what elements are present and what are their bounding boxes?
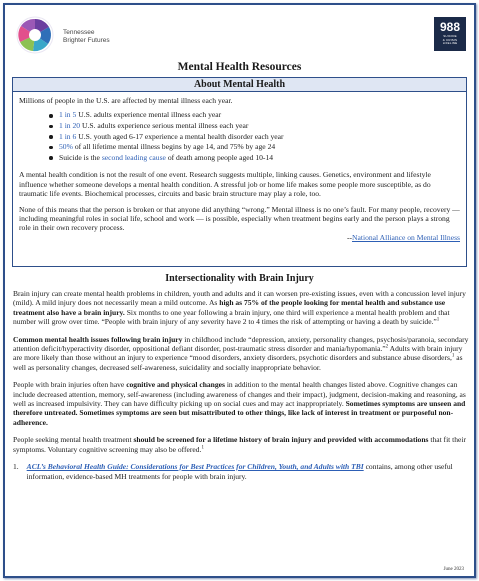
stat-text: of all lifetime mental illness begins by age 14, and 75% by age 24: [72, 142, 276, 152]
page-title: Mental Health Resources: [177, 61, 302, 73]
acl-guide-link[interactable]: ACL’s Behavioral Health Guide: Considerations for Best Practices for Children, Youth, and Adults with TBI: [26, 462, 364, 472]
text-run: Adults with brain injury are more likely than those without an injury to experience “mood disorders, anxiety disorders, psychotic disorders and substance abuse disorders,: [13, 344, 463, 363]
badge-number: 988: [439, 20, 461, 34]
footnote-ref: 1: [201, 445, 204, 451]
intersect-paragraph-4: [13, 435, 470, 454]
stat-highlight: 1 in 6: [59, 131, 77, 141]
text-run: People with brain injuries often have: [13, 380, 127, 390]
bold-run: should be screened for a lifetime history of brain injury and provided with accommodations: [133, 435, 429, 445]
stat-text: U.S. youth aged 6-17 experience a mental health disorder each year: [76, 131, 284, 141]
stat-item: [49, 142, 460, 153]
about-heading: About Mental Health: [13, 78, 466, 92]
footnote-ref: 1: [436, 317, 440, 323]
intersect-paragraph-3: [13, 380, 470, 427]
stat-text: U.S. adults experience serious mental illness each year: [80, 121, 249, 130]
badge-line2: & CRISIS: [442, 37, 458, 42]
stat-text: of death among people aged 10-14: [165, 152, 274, 162]
stat-text: U.S. adults experience mental illness each year: [76, 110, 222, 120]
org-name-line1: Tennessee: [63, 29, 95, 36]
text-run: that fit their symptoms. Voluntary cognitive screening may also be offered.: [13, 435, 466, 454]
bold-run: Common mental health issues following brain injury: [13, 334, 183, 344]
about-paragraph-2: None of this means that the person is broken or that anyone did anything “wrong.” Mental illness is no one’s fault. For many people, recovery — including meaningful roles in social life, school and work — is possible, especially when treatment begins early and the person plays a strong role in their own recovery process.: [19, 204, 460, 233]
988-lifeline-badge: [434, 17, 466, 51]
logo-mark-icon: [15, 15, 55, 55]
intersectionality-heading: Intersectionality with Brain Injury: [165, 273, 314, 284]
bold-run: high as 75% of the people looking for mental health and substance use treatment also have a brain injury.: [13, 298, 446, 317]
text-run: in childhood include “depression, anxiety, personality changes, psychosis/paranoia, secondary attention deficit/hyperactivity disorder, oppositional defiant disorder, post-traumatic stress disorder and mania/hypomania.”: [13, 334, 469, 354]
reference-number: 1.: [13, 462, 19, 472]
bold-run: cognitive and physical changes: [126, 380, 225, 390]
badge-line1: SUICIDE: [443, 34, 457, 38]
footer-date: June 2023: [443, 567, 464, 572]
stat-item: [49, 153, 460, 164]
text-run: Brain injury can create mental health problems in children, youth and adults and it can worsen pre-existing issues, even with a concussion level injury (mild). A mild injury does not necessarily mean a mild outcome. As: [13, 289, 466, 308]
intersect-paragraph-1: [13, 289, 470, 327]
stat-highlight: second leading cause: [101, 152, 166, 162]
tennessee-brighter-futures-logo: [15, 15, 165, 55]
org-name: [63, 29, 110, 45]
reference-body: [27, 462, 470, 481]
stat-item: [49, 132, 460, 143]
stat-item: [49, 121, 460, 132]
about-mental-health-box: [12, 77, 467, 267]
text-run: Six months to one year following a brain injury, one third will experience a mental health problem and that number will grow over time. “People with brain injury of any severity have 2 to 4 times the risk of attempting or having a death by suicide.”: [13, 307, 450, 327]
text-run: in addition to the mental health changes listed above. Cognitive changes can include decreased attention, memory, self-awareness (including awareness of changes and their impact), judgment, decision-making and reasoning, as well as increased impulsivity. They can have difficulty picking up on social cues and may act inappropriately.: [13, 380, 466, 409]
about-citation: [19, 233, 460, 242]
bold-run: Sometimes symptoms are unseen and therefore untreated. Sometimes symptoms are seen but misattributed to other things, like lack of interest in treatment or purposeful non-adherence.: [13, 399, 466, 427]
org-name-line2: Brighter Futures: [63, 37, 110, 44]
text-run: as well as personality changes, decreased self-awareness, suicidality and socially inappropriate behavior.: [13, 353, 463, 372]
intersectionality-section: [13, 289, 470, 481]
text-run: People seeking mental health treatment: [13, 435, 134, 445]
footnote-ref: 2: [385, 344, 389, 350]
citation-prefix: --: [346, 232, 353, 242]
badge-line3: LIFELINE: [442, 41, 458, 46]
about-paragraph-1: A mental health condition is not the result of one event. Research suggests multiple, linking causes. Genetics, environment and lifestyle influence whether someone develops a mental health condition. A stressful job or home life makes some people more susceptible, as do traumatic life events. Biochemical processes, circuits and basic brain structure may play a role, too.: [19, 170, 431, 199]
stat-item: [49, 110, 460, 121]
reference-text: contains, among other useful information, evidence-based MH treatments for people with brain injury.: [26, 462, 453, 481]
reference-item: [13, 462, 470, 481]
stat-highlight: 1 in 5: [59, 110, 77, 120]
stats-list: [49, 110, 460, 163]
stat-highlight: 50%: [59, 142, 73, 152]
footnote-ref: 1: [451, 353, 455, 359]
stat-highlight: 1 in 20: [59, 121, 81, 130]
stat-prefix: Suicide is the: [59, 152, 102, 162]
about-intro: Millions of people in the U.S. are affected by mental illness each year.: [19, 96, 233, 105]
nami-citation-link[interactable]: National Alliance on Mental Illness: [352, 232, 460, 242]
intersect-paragraph-2: [13, 335, 470, 373]
document-page: [3, 3, 476, 578]
